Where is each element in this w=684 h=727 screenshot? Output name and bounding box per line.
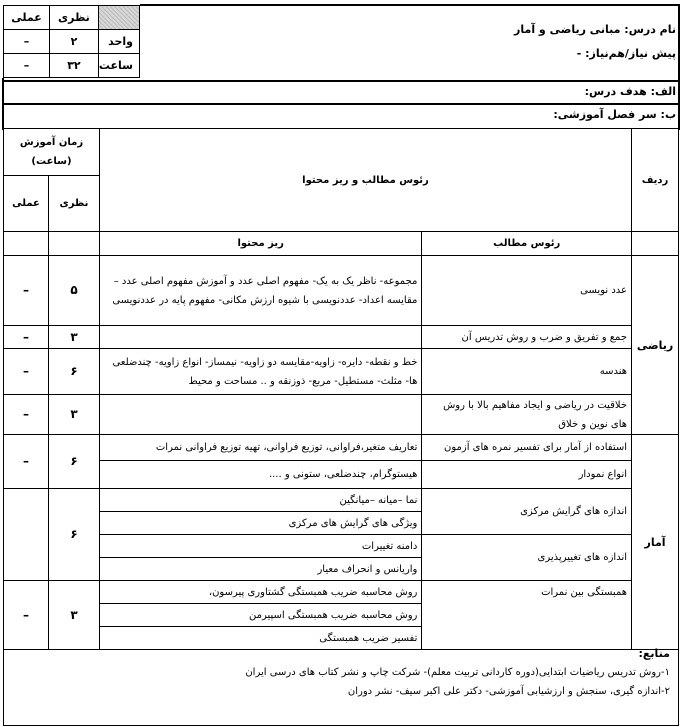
table-row-details: ویژگی های گرایش های مرکزی [99, 512, 421, 535]
hours-label: ساعت [98, 54, 139, 78]
table-row-topic: عدد نویسی [422, 256, 632, 326]
table-row-topic: اندازه های گرایش مرکزی [422, 489, 632, 535]
table-row-details: نما –میانه –میانگین [99, 489, 421, 512]
header-top-rule [140, 4, 680, 6]
reference-item: ۱-روش تدریس ریاضیات ابتدایی(دوره کاردانی تربیت معلم)- شرکت چاپ و نشر کتاب های درسی ایران [245, 667, 670, 678]
unit-theory-value: ۲ [49, 30, 98, 54]
table-row-details [99, 395, 421, 435]
syllabus-table [3, 128, 679, 650]
references-title: منابع: [638, 647, 670, 660]
practical-value: – [4, 256, 49, 326]
theory-value: ۳ [49, 395, 100, 435]
group-math: ریاضی [632, 256, 679, 435]
practical-value: – [4, 581, 49, 650]
theory-value: ۶ [49, 489, 100, 581]
prerequisite: پیش نیاز/هم‌نیاز: - [576, 47, 676, 60]
hours-practical-value: – [4, 54, 50, 78]
table-row-details: خط و نقطه- دایره- زاویه-مقایسه دو زاویه- نیمساز- انواع زاویه- چندضلعی ها- مثلث- مستطیل- مربع- ذوزنقه و .. مساحت و محیط [99, 349, 421, 395]
theory-value: ۶ [49, 435, 100, 489]
row-header: ردیف [632, 129, 679, 232]
reference-item: ۲-اندازه گیری، سنجش و ارزشیابی آموزشی- دکتر علی اکبر سیف- نشر دوران [347, 686, 670, 697]
practical-empty [4, 489, 49, 581]
table-row-details: واریانس و انحراف معیار [99, 558, 421, 581]
table-row-details: روش محاسبه ضریب همبستگی گشتاوری پیرسون، [99, 581, 421, 604]
hours-theory-value: ۳۲ [49, 54, 98, 78]
theory-value: ۵ [49, 256, 100, 326]
table-row-topic: جمع و تفریق و ضرب و روش تدریس آن [422, 326, 632, 349]
theory-col-header: نظری [49, 176, 100, 232]
goal-heading: الف: هدف درس: [584, 85, 676, 98]
practical-header: عملی [4, 6, 50, 30]
blank-cell [49, 232, 100, 256]
frame-right [678, 4, 680, 130]
theory-value: ۶ [49, 349, 100, 395]
practical-value: – [4, 326, 49, 349]
content-header: رئوس مطالب و ریز محتوا [99, 129, 631, 232]
syllabus-heading: ب: سر فصل آموزشی: [553, 108, 676, 121]
table-row-details: تفسیر ضریب همبستگی [99, 627, 421, 650]
table-row-details: هیستوگرام، چندضلعی، ستونی و .... [99, 461, 421, 489]
practical-value: – [4, 349, 49, 395]
course-name: نام درس: مبانی ریاضی و آمار [514, 23, 676, 36]
blank-cell [4, 232, 49, 256]
unit-practical-value: – [4, 30, 50, 54]
practical-col-header: عملی [4, 176, 49, 232]
theory-value: ۳ [49, 581, 100, 650]
practical-value: – [4, 435, 49, 489]
table-row-topic: انواع نمودار [422, 461, 632, 489]
table-row-topic: استفاده از آمار برای تفسیر نمره های آزمون [422, 435, 632, 461]
references-box [3, 641, 679, 726]
time-header: زمان آموزش (ساعت) [4, 129, 100, 176]
practical-value: – [4, 395, 49, 435]
table-row-details: مجموعه- ناظر یک به یک- مفهوم اصلی عدد و آموزش مفهوم اصلی عدد – مقایسه اعداد- عددنویسی با شیوه ارزش مکانی- مفهوم پایه در عددنویسی [99, 256, 421, 326]
table-row-details: دامنه تغییرات [99, 535, 421, 558]
theory-header: نظری [49, 6, 98, 30]
table-row-topic: هندسه [422, 349, 632, 395]
header-bottom-rule [2, 80, 680, 82]
blank-cell [632, 232, 679, 256]
table-row-details: روش محاسبه ضریب همبستگی اسپیرمن [99, 604, 421, 627]
shaded-cell [98, 6, 139, 30]
table-row-details [99, 326, 421, 349]
table-row-topic: خلاقیت در ریاضی و ایجاد مفاهیم بالا با روش های نوین و خلاق [422, 395, 632, 435]
goal-rule [2, 103, 680, 105]
credit-table [3, 5, 140, 78]
table-row-details: تعاریف متغیر،فراوانی، توزیع فراوانی، تهیه توزیع فراوانی نمرات [99, 435, 421, 461]
details-header: ریز محتوا [99, 232, 421, 256]
unit-label: واحد [98, 30, 139, 54]
theory-value: ۳ [49, 326, 100, 349]
table-row-topic: اندازه های تغییرپذیری [422, 535, 632, 581]
table-row-topic: همبستگی بین نمرات [422, 581, 632, 650]
topics-header: رئوس مطالب [422, 232, 632, 256]
group-stats: آمار [632, 435, 679, 650]
